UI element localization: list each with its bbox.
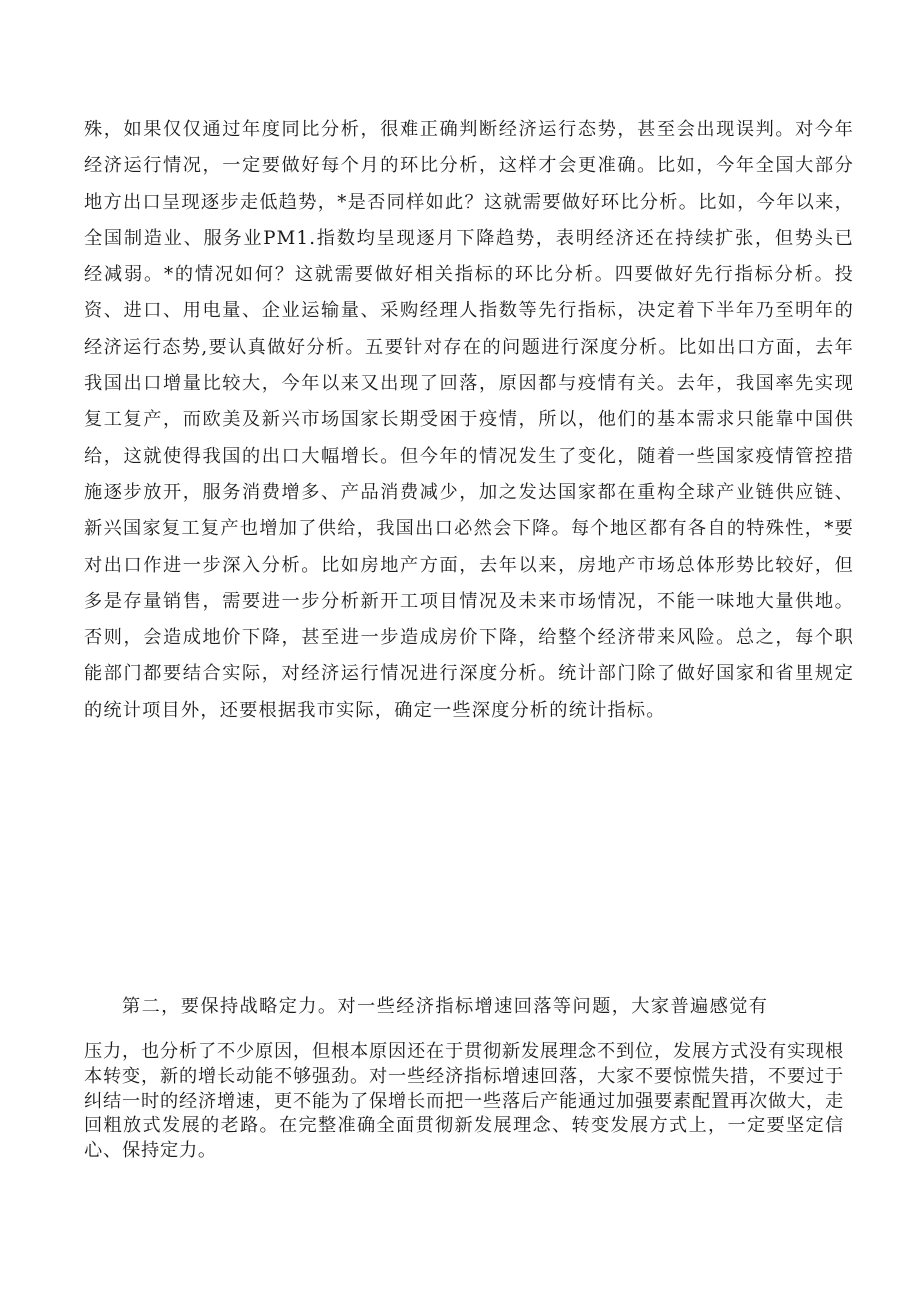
body-paragraph-analysis: 殊，如果仅仅通过年度同比分析，很难正确判断经济运行态势，甚至会出现误判。对今年经济运行情况，一定要做好每个月的环比分析，这样才会更准确。比如，今年全国大部分地方出口呈现逐步走低趋势，*是否同样如此？这就需要做好环比分析。比如，今年以来，全国制造业、服务业PM1.指数均呈现逐月下降趋势，表明经济还在持续扩张，但势头已经减弱。*的情况如何？这就需要做好相关指标的环比分析。四要做好先行指标分析。投资、进口、用电量、企业运输量、采购经理人指数等先行指标，决定着下半年乃至明年的经济运行态势,要认真做好分析。五要针对存在的问题进行深度分析。比如出口方面，去年我国出口增量比较大，今年以来又出现了回落，原因都与疫情有关。去年，我国率先实现复工复产，而欧美及新兴市场国家长期受困于疫情，所以，他们的基本需求只能靠中国供给，这就使得我国的出口大幅增长。但今年的情况发生了变化，随着一些国家疫情管控措施逐步放开，服务消费增多、产品消费减少，加之发达国家都在重构全球产业链供应链、新兴国家复工复产也增加了供给，我国出口必然会下降。每个地区都有各自的特殊性，*要对出口作进一步深入分析。比如房地产方面，去年以来，房地产市场总体形势比较好，但多是存量销售，需要进一步分析新开工项目情况及未来市场情况，不能一味地大量供地。否则，会造成地价下降，甚至进一步造成房价下降，给整个经济带来风险。总之，每个职能部门都要结合实际，对经济运行情况进行深度分析。统计部门除了做好国家和省里规定的统计项目外，还要根据我市实际，确定一些深度分析的统计指标。	[84, 119, 854, 721]
body-paragraph-strategic-focus-heading: 第二，要保持战略定力。对一些经济指标增速回落等问题，大家普遍感觉有	[122, 996, 769, 1017]
body-paragraph-strategic-focus: 压力，也分析了不少原因，但根本原因还在于贯彻新发展理念不到位，发展方式没有实现根本转变，新的增长动能不够强劲。对一些经济指标增速回落，大家不要惊慌失措，不要过于纠结一时的经济增速，更不能为了保增长而把一些落后产能通过加强要素配置再次做大，走回粗放式发展的老路。在完整准确全面贯彻新发展理念、转变发展方式上，一定要坚定信心、保持定力。	[84, 1041, 844, 1162]
